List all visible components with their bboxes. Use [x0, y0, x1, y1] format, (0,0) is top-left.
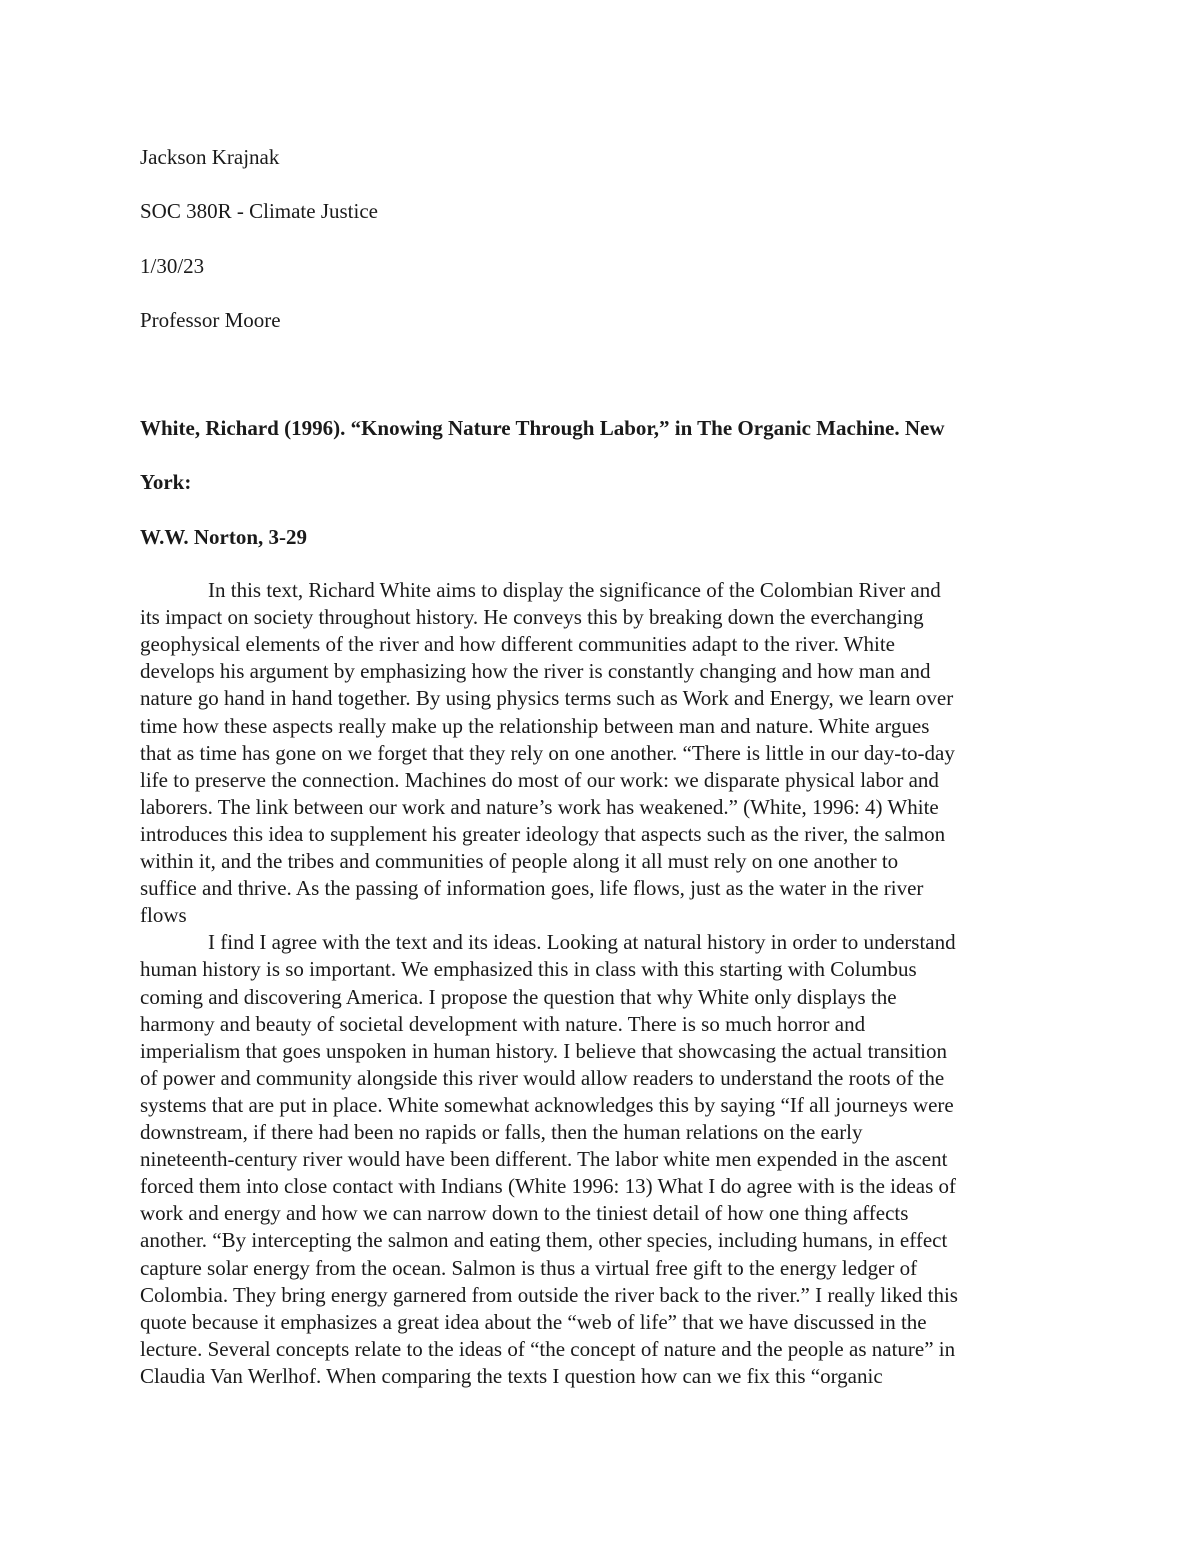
body-line: capture solar energy from the ocean. Salmon is thus a virtual free gift to the energy ledger of — [140, 1255, 918, 1280]
body-line: life to preserve the connection. Machines do most of our work: we disparate physical labor and — [140, 767, 939, 792]
body-line: introduces this idea to supplement his greater ideology that aspects such as the river, the salmon — [140, 821, 946, 846]
body-line: work and energy and how we can narrow down to the tiniest detail of how one thing affects — [140, 1201, 909, 1226]
citation-line-1: White, Richard (1996). “Knowing Nature Through Labor,” in The Organic Machine. New — [140, 416, 945, 440]
body-line: laborers. The link between our work and nature’s work has weakened.” (White, 1996: 4) White — [140, 794, 939, 819]
body-line: I find I agree with the text and its ideas. Looking at natural history in order to understand — [208, 930, 956, 955]
body-line: develops his argument by emphasizing how the river is constantly changing and how man and — [140, 659, 931, 684]
body-line: Colombia. They bring energy garnered from outside the river back to the river.” I really liked this — [140, 1282, 958, 1307]
body-line: harmony and beauty of societal development with nature. There is so much horror and — [140, 1011, 866, 1036]
body-line: nineteenth-century river would have been different. The labor white men expended in the ascent — [140, 1147, 948, 1172]
body-line: forced them into close contact with Indians (White 1996: 13) What I do agree with is the ideas of — [140, 1174, 957, 1199]
body-line: quote because it emphasizes a great idea about the “web of life” that we have discussed in the — [140, 1309, 927, 1334]
body-line: human history is so important. We emphasized this in class with this starting with Columbus — [140, 957, 917, 982]
body-line: Claudia Van Werlhof. When comparing the texts I question how can we fix this “organic — [140, 1363, 883, 1388]
body-line: In this text, Richard White aims to display the significance of the Colombian River and — [208, 578, 941, 602]
citation-line-3: W.W. Norton, 3-29 — [140, 525, 308, 549]
body-line: time how these aspects really make up the relationship between man and nature. White argues — [140, 713, 930, 738]
body-line: nature go hand in hand together. By using physics terms such as Work and Energy, we learn over — [140, 686, 954, 711]
body-line: within it, and the tribes and communities of people along it all must rely on one another to — [140, 849, 899, 873]
body-line: that as time has gone on we forget that they rely on one another. “There is little in our day-to-day — [140, 740, 955, 765]
body-line: another. “By intercepting the salmon and eating them, other species, including humans, in effect — [140, 1228, 948, 1253]
body-line: downstream, if there had been no rapids or falls, then the human relations on the early — [140, 1120, 863, 1144]
course-title: SOC 380R - Climate Justice — [140, 199, 378, 223]
body-line: systems that are put in place. White somewhat acknowledges this by saying “If all journeys were — [140, 1092, 954, 1117]
body-line: suffice and thrive. As the passing of information goes, life flows, just as the water in the river — [140, 876, 924, 901]
body-line: flows — [140, 903, 187, 928]
body-line: geophysical elements of the river and how different communities adapt to the river. White — [140, 632, 895, 657]
author-name: Jackson Krajnak — [140, 145, 280, 169]
body-line: coming and discovering America. I propose the question that why White only displays the — [140, 984, 897, 1009]
body-line: imperialism that goes unspoken in human history. I believe that showcasing the actual transition — [140, 1038, 947, 1063]
body-line: of power and community alongside this river would allow readers to understand the roots of the — [140, 1065, 945, 1090]
professor-name: Professor Moore — [140, 308, 281, 332]
assignment-date: 1/30/23 — [140, 254, 205, 278]
citation-line-2: York: — [140, 470, 192, 494]
body-line: its impact on society throughout history. He conveys this by breaking down the everchanging — [140, 605, 924, 630]
body-line: lecture. Several concepts relate to the ideas of “the concept of nature and the people as nature” in — [140, 1336, 956, 1361]
